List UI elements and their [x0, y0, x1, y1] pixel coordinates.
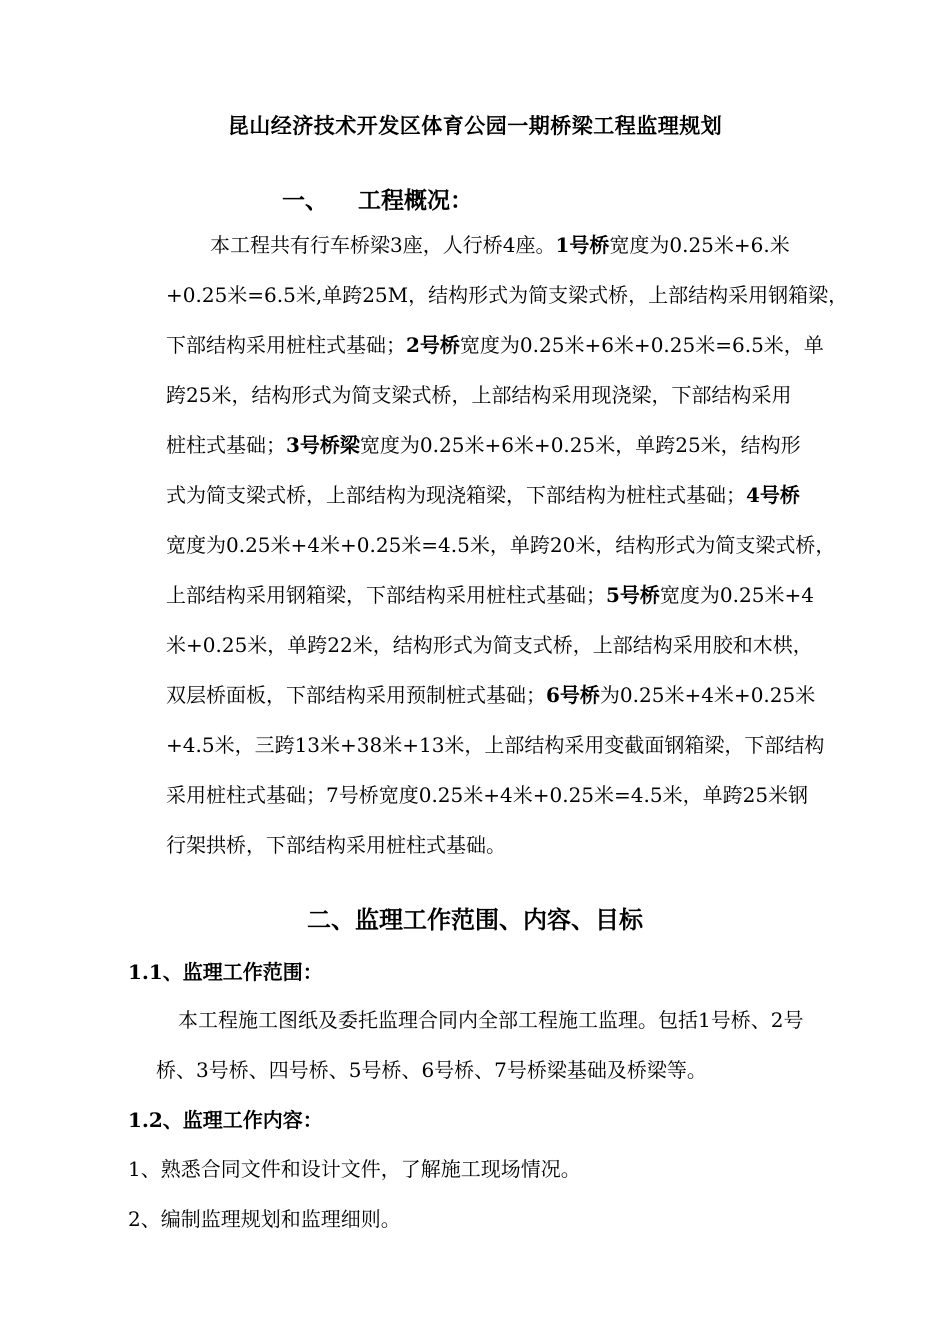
text-run: 桩柱式基础； [166, 433, 286, 457]
paragraph-line: +4.5米，三跨13米+38米+13米，上部结构采用变截面钢箱梁，下部结构 [166, 733, 825, 757]
scope-paragraph [156, 995, 896, 1095]
text-run: 宽度为0.25米+6米+0.25米=6.5米，单 [459, 333, 824, 357]
paragraph-line: +0.25米=6.5米,单跨25M，结构形式为简支梁式桥，上部结构采用钢箱梁， [166, 283, 849, 307]
text-run: 上部结构采用钢箱梁，下部结构采用桩柱式基础； [166, 583, 606, 607]
paragraph-line: 跨25米，结构形式为简支梁式桥，上部结构采用现浇梁，下部结构采用 [166, 383, 792, 407]
paragraph-line: 米+0.25米，单跨22米，结构形式为简支式桥，上部结构采用胶和木栱， [166, 633, 813, 657]
paragraph-line: 采用桩柱式基础；7号桥宽度0.25米+4米+0.25米=4.5米，单跨25米钢 [166, 783, 809, 807]
bridge-4-label: 4号桥 [746, 483, 800, 507]
overview-paragraph [166, 220, 896, 870]
document-title: 昆山经济技术开发区体育公园一期桥梁工程监理规划 [227, 113, 723, 138]
paragraph-line [166, 570, 896, 620]
section-1-number: 一、 [282, 187, 328, 214]
paragraph-line [166, 670, 896, 720]
paragraph-line: 宽度为0.25米+4米+0.25米=4.5米，单跨20米，结构形式为简支梁式桥， [166, 533, 836, 557]
bridge-1-label: 1号桥 [555, 233, 610, 257]
section-1-title: 工程概况： [358, 187, 473, 214]
text-run: 宽度为0.25米+6米+0.25米，单跨25米，结构形 [359, 433, 801, 457]
text-run: 双层桥面板，下部结构采用预制桩式基础； [166, 683, 546, 707]
paragraph-line: 行架拱桥，下部结构采用桩柱式基础。 [166, 833, 506, 857]
bridge-3-label: 3号桥梁 [286, 433, 360, 457]
text-run: 宽度为0.25米+4 [659, 583, 814, 607]
text-run: 为0.25米+4米+0.25米 [599, 683, 816, 707]
bridge-5-label: 5号桥 [606, 583, 660, 607]
list-item: 2、编制监理规划和监理细则。 [128, 1207, 401, 1231]
section-1-heading [282, 182, 473, 215]
text-run: 式为简支梁式桥，上部结构为现浇箱梁，下部结构为桩柱式基础； [166, 483, 746, 507]
paragraph-line [166, 420, 896, 470]
content-heading: 1.2、监理工作内容： [128, 1108, 323, 1132]
scope-heading: 1.1、监理工作范围： [128, 960, 323, 984]
paragraph-line [166, 320, 896, 370]
text-run: 宽度为0.25米+6.米 [609, 233, 790, 257]
paragraph-line: 桥、3号桥、四号桥、5号桥、6号桥、7号桥梁基础及桥梁等。 [156, 1058, 707, 1082]
paragraph-line [166, 470, 896, 520]
bridge-6-label: 6号桥 [546, 683, 600, 707]
text-run: 本工程共有行车桥梁3座，人行桥4座。 [210, 233, 556, 257]
list-item: 1、熟悉合同文件和设计文件，了解施工现场情况。 [128, 1157, 581, 1181]
section-2-heading: 二、监理工作范围、内容、目标 [307, 905, 643, 934]
bridge-2-label: 2号桥 [406, 333, 460, 357]
text-run: 下部结构采用桩柱式基础； [166, 333, 406, 357]
paragraph-line [166, 220, 896, 270]
paragraph-line: 本工程施工图纸及委托监理合同内全部工程施工监理。包括1号桥、2号 [178, 1008, 804, 1032]
